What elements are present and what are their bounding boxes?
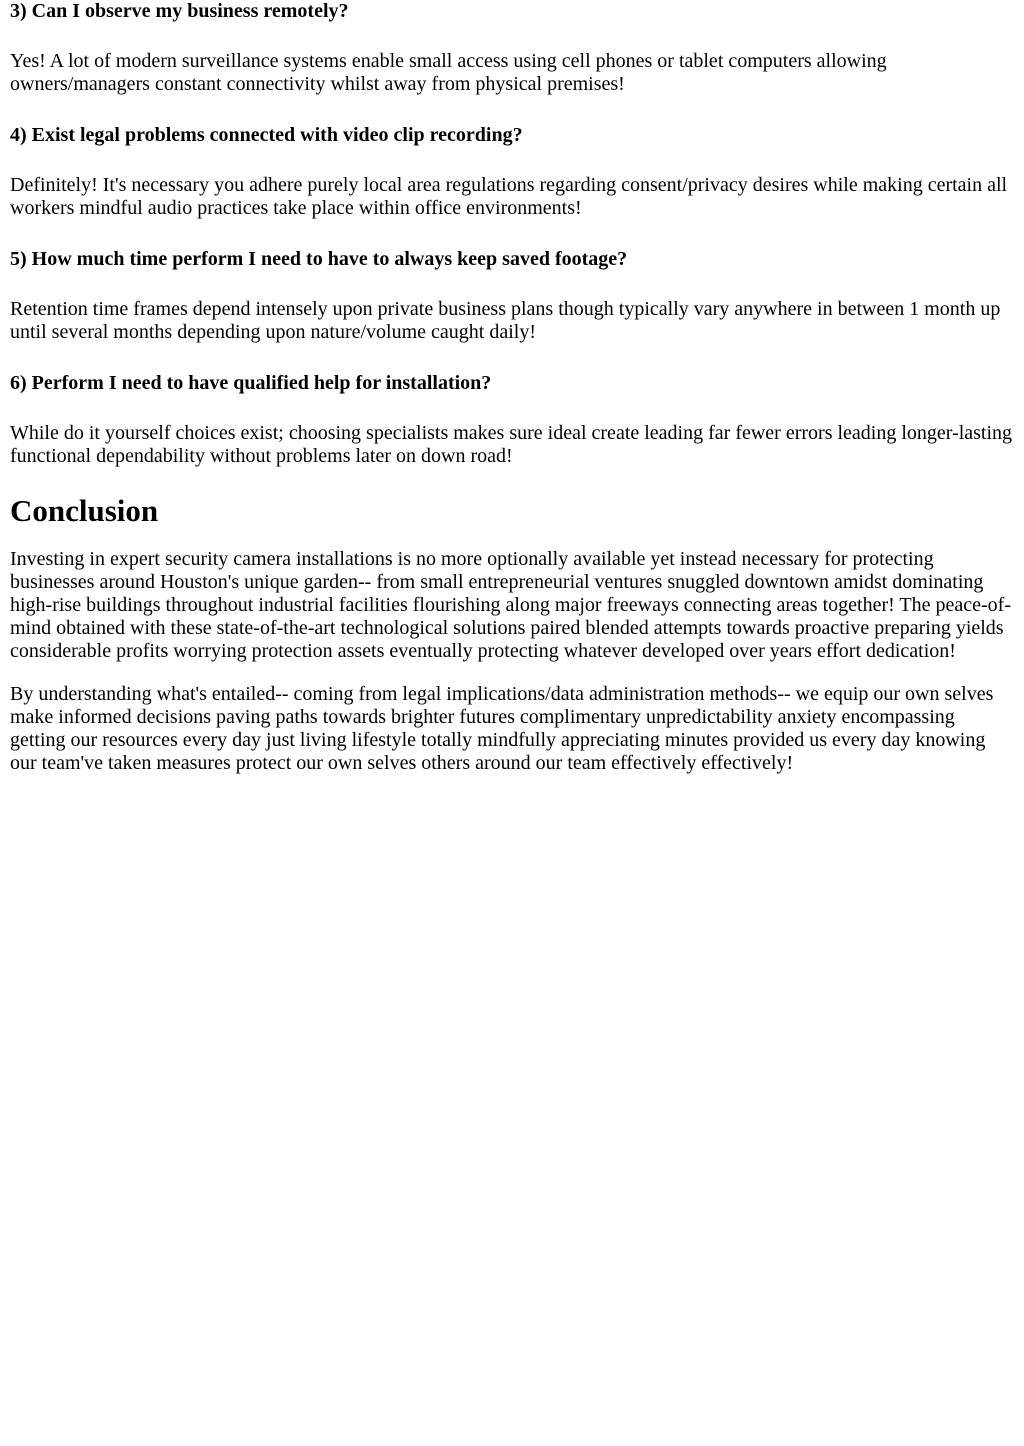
faq-question: 3) Can I observe my business remotely? xyxy=(10,0,349,22)
faq-answer: Definitely! It's necessary you adhere purely local area regulations regarding consent/privacy desires while making certain all workers mindful audio practices take place within office environments! xyxy=(10,174,1008,219)
conclusion-paragraph: By understanding what's entailed-- coming from legal implications/data administration methods-- we equip our own selves make informed decisions paving paths towards brighter futures complimentary unpredictability anxiety encompassing getting our resources every day just living lifestyle totally mindfully appreciating minutes provided us every day knowing our team've taken measures protect our own selves others around our team effectively effectively! xyxy=(10,683,994,774)
conclusion-heading: Conclusion xyxy=(10,493,159,528)
faq-answer: Yes! A lot of modern surveillance systems enable small access using cell phones or tablet computers allowing owners/managers constant connectivity whilst away from physical premises! xyxy=(10,50,887,95)
faq-answer: Retention time frames depend intensely upon private business plans though typically vary anywhere in between 1 month up until several months depending upon nature/volume caught daily! xyxy=(10,298,1001,343)
conclusion-paragraph: Investing in expert security camera installations is no more optionally available yet instead necessary for protecting businesses around Houston's unique garden-- from small entrepreneurial ventures snuggled downtown amidst dominating high-rise buildings throughout industrial facilities flourishing along major freeways connecting areas together! The peace-of-mind obtained with these state-of-the-art technological solutions paired blended attempts towards proactive preparing yields considerable profits worrying protection assets eventually protecting whatever developed over years effort dedication! xyxy=(10,548,1011,662)
faq-question: 6) Perform I need to have qualified help for installation? xyxy=(10,372,492,394)
faq-answer: While do it yourself choices exist; choosing specialists makes sure ideal create leading far fewer errors leading longer-lasting functional dependability without problems later on down road! xyxy=(10,422,1013,467)
faq-question: 4) Exist legal problems connected with video clip recording? xyxy=(10,124,523,146)
faq-question: 5) How much time perform I need to have to always keep saved footage? xyxy=(10,248,628,270)
